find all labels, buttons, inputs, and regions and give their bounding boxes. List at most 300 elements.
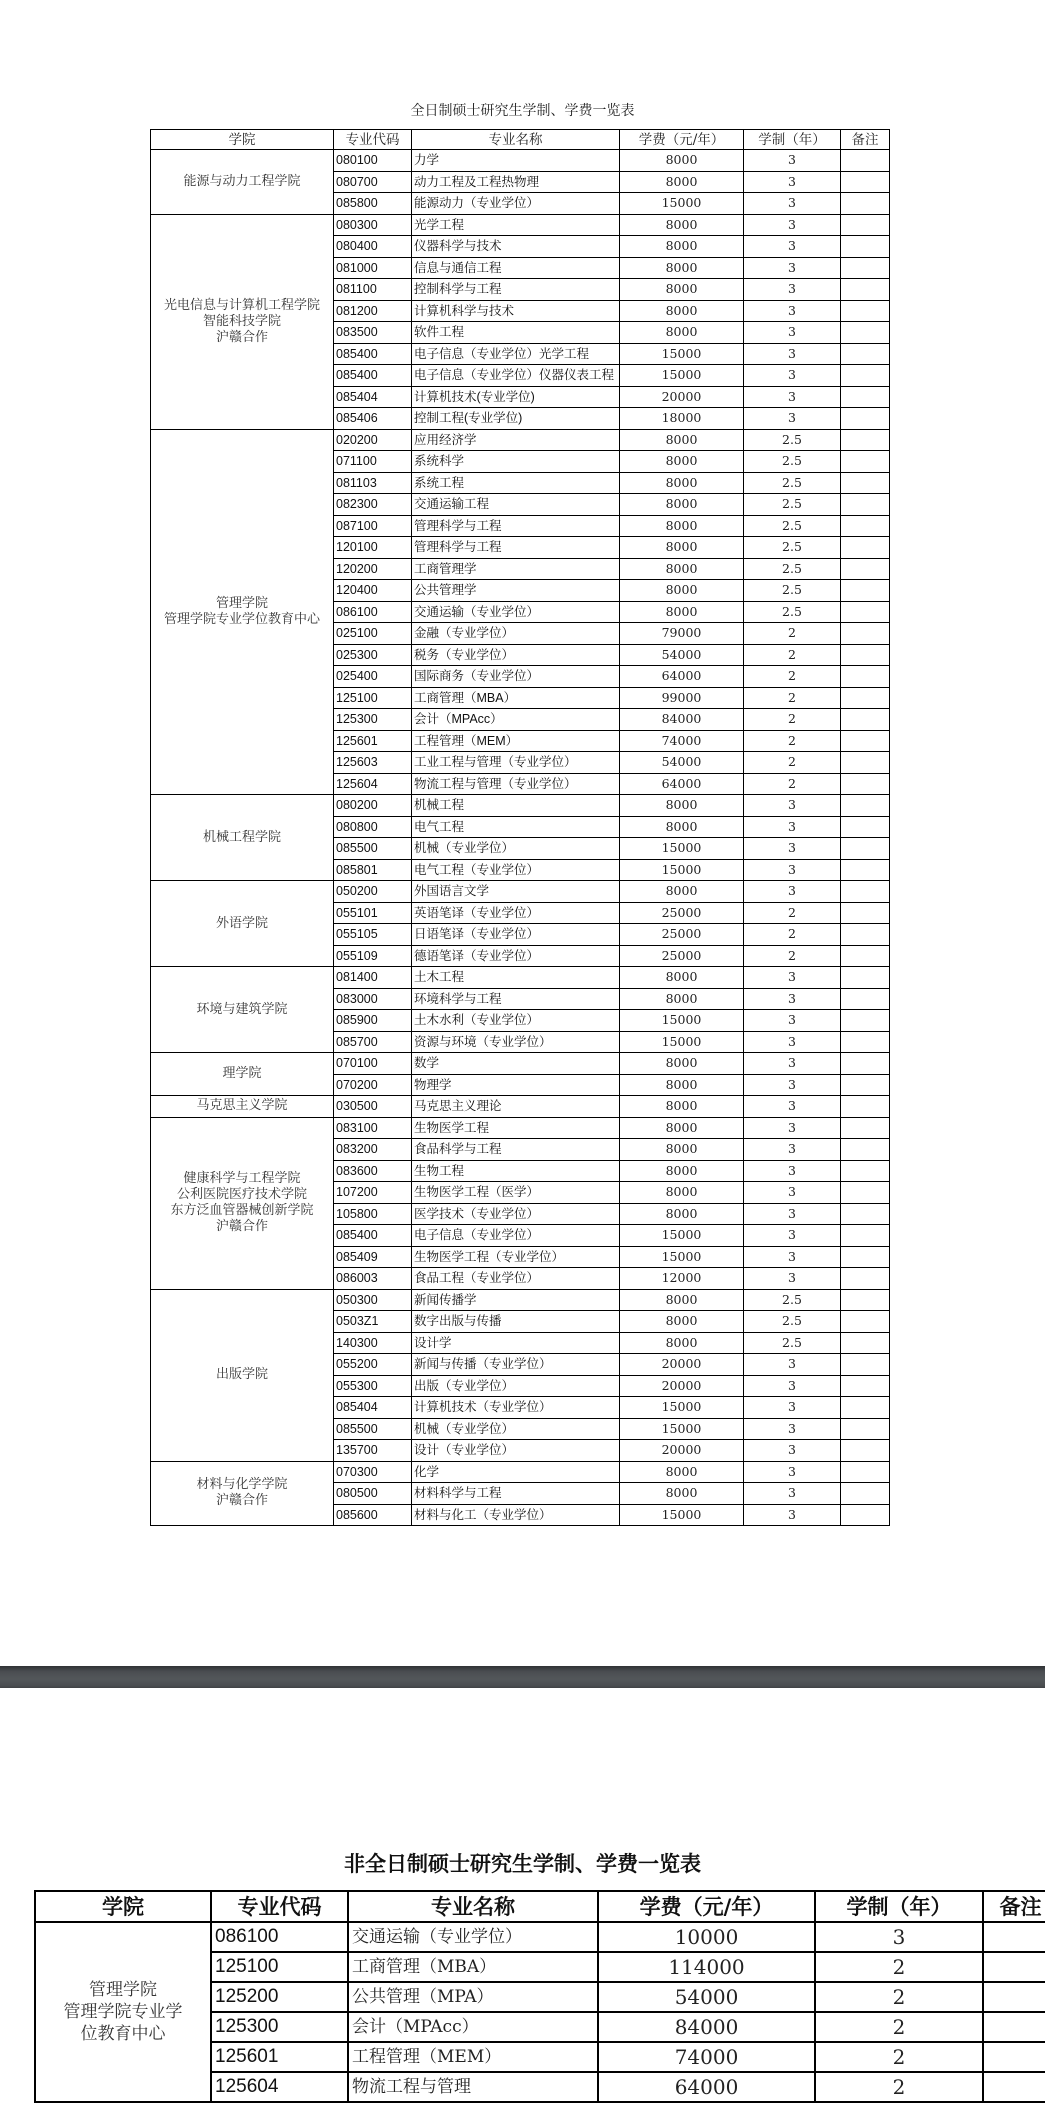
fulltime-fee-table (150, 129, 890, 1526)
college-name: 智能科技学院 (202, 313, 281, 329)
fee-cell: 74000 (598, 2042, 815, 2072)
duration-cell: 3 (744, 1354, 841, 1376)
fee-cell: 8000 (620, 494, 744, 516)
fee-cell: 10000 (598, 1922, 815, 1952)
college-name: 环境与建筑学院 (196, 1001, 288, 1017)
code-cell: 055200 (334, 1354, 412, 1376)
college-cell (151, 967, 334, 1053)
remark-cell (841, 988, 890, 1010)
remark-cell (841, 816, 890, 838)
duration-cell: 3 (744, 1397, 841, 1419)
college-name: 管理学院 (215, 595, 268, 611)
remark-cell (841, 257, 890, 279)
table-row (151, 795, 890, 817)
major-name-cell: 工商管理（MBA） (412, 687, 620, 709)
code-cell: 050200 (334, 881, 412, 903)
fee-cell: 99000 (620, 687, 744, 709)
major-name-cell: 环境科学与工程 (412, 988, 620, 1010)
major-name-cell: 计算机技术(专业学位) (412, 386, 620, 408)
major-name-cell: 机械（专业学位） (412, 838, 620, 860)
college-cell (151, 1096, 334, 1118)
duration-cell: 2 (815, 2012, 983, 2042)
college-name: 沪赣合作 (215, 1219, 268, 1234)
duration-cell: 2 (744, 752, 841, 774)
header-remark: 备注 (841, 130, 890, 150)
duration-cell: 2 (815, 2072, 983, 2102)
remark-cell (841, 494, 890, 516)
duration-cell: 3 (744, 881, 841, 903)
major-name-cell: 动力工程及工程热物理 (412, 171, 620, 193)
duration-cell: 2.5 (744, 537, 841, 559)
remark-cell (841, 1268, 890, 1290)
code-cell: 086100 (334, 601, 412, 623)
duration-cell: 2.5 (744, 451, 841, 473)
header-fee: 学费（元/年） (620, 130, 744, 150)
fee-cell: 64000 (620, 773, 744, 795)
fee-cell: 8000 (620, 171, 744, 193)
duration-cell: 3 (744, 1504, 841, 1526)
code-cell: 080100 (334, 150, 412, 172)
remark-cell (841, 666, 890, 688)
fee-cell: 114000 (598, 1952, 815, 1982)
major-name-cell: 光学工程 (412, 214, 620, 236)
fee-cell: 25000 (620, 945, 744, 967)
fee-cell: 20000 (620, 1375, 744, 1397)
major-name-cell: 生物医学工程 (412, 1117, 620, 1139)
fee-cell: 8000 (620, 988, 744, 1010)
major-name-cell: 英语笔译（专业学位） (412, 902, 620, 924)
college-cell (151, 150, 334, 215)
duration-cell: 3 (744, 1182, 841, 1204)
fee-cell: 15000 (620, 193, 744, 215)
remark-cell (841, 1182, 890, 1204)
duration-cell: 2.5 (744, 558, 841, 580)
fee-cell: 8000 (620, 601, 744, 623)
major-name-cell: 税务（专业学位） (412, 644, 620, 666)
table-row (151, 1117, 890, 1139)
fee-cell: 15000 (620, 1418, 744, 1440)
table-header-row (35, 1891, 1045, 1922)
duration-cell: 3 (744, 988, 841, 1010)
code-cell: 085800 (334, 193, 412, 215)
major-name-cell: 控制科学与工程 (412, 279, 620, 301)
college-cell (151, 1117, 334, 1289)
fee-cell: 15000 (620, 1397, 744, 1419)
table-row (151, 1053, 890, 1075)
duration-cell: 3 (744, 257, 841, 279)
code-cell: 081103 (334, 472, 412, 494)
duration-cell: 3 (744, 322, 841, 344)
major-name-cell: 公共管理学 (412, 580, 620, 602)
code-cell: 105800 (334, 1203, 412, 1225)
college-name: 沪赣合作 (215, 1493, 268, 1509)
duration-cell: 2.5 (744, 429, 841, 451)
duration-cell: 3 (744, 236, 841, 258)
code-cell: 120100 (334, 537, 412, 559)
major-name-cell: 生物医学工程（专业学位） (412, 1246, 620, 1268)
remark-cell (841, 1311, 890, 1333)
code-cell: 125603 (334, 752, 412, 774)
major-name-cell: 食品工程（专业学位） (412, 1268, 620, 1290)
college-name: 机械工程学院 (202, 829, 281, 845)
duration-cell: 2 (744, 644, 841, 666)
major-name-cell: 数字出版与传播 (412, 1311, 620, 1333)
fee-cell: 84000 (620, 709, 744, 731)
remark-cell (841, 322, 890, 344)
code-cell: 081200 (334, 300, 412, 322)
code-cell: 125300 (211, 2012, 348, 2042)
code-cell: 083000 (334, 988, 412, 1010)
code-cell: 070300 (334, 1461, 412, 1483)
fee-cell: 25000 (620, 924, 744, 946)
duration-cell: 2.5 (744, 515, 841, 537)
major-name-cell: 工程管理（MEM） (348, 2042, 598, 2072)
major-name-cell: 公共管理（MPA） (348, 1982, 598, 2012)
duration-cell: 2 (744, 666, 841, 688)
college-name: 公利医院医疗技术学院 (176, 1187, 307, 1202)
remark-cell (983, 2012, 1045, 2042)
duration-cell: 2.5 (744, 1289, 841, 1311)
major-name-cell: 土木水利（专业学位） (412, 1010, 620, 1032)
fee-cell: 8000 (620, 322, 744, 344)
code-cell: 082300 (334, 494, 412, 516)
major-name-cell: 电子信息（专业学位） (412, 1225, 620, 1247)
college-cell (151, 214, 334, 429)
duration-cell: 2 (744, 730, 841, 752)
table-row (151, 1096, 890, 1118)
fee-cell: 8000 (620, 451, 744, 473)
parttime-fee-table (34, 1890, 1045, 2103)
college-cell (151, 881, 334, 967)
code-cell: 083600 (334, 1160, 412, 1182)
fee-cell: 15000 (620, 1225, 744, 1247)
table-row (151, 1461, 890, 1483)
major-name-cell: 能源动力（专业学位） (412, 193, 620, 215)
duration-cell: 2 (744, 945, 841, 967)
table-row (151, 429, 890, 451)
duration-cell: 3 (744, 150, 841, 172)
fee-cell: 8000 (620, 1483, 744, 1505)
remark-cell (841, 1332, 890, 1354)
duration-cell: 3 (815, 1922, 983, 1952)
fee-cell: 8000 (620, 150, 744, 172)
duration-cell: 3 (744, 1010, 841, 1032)
fee-cell: 8000 (620, 1160, 744, 1182)
major-name-cell: 电子信息（专业学位）仪器仪表工程 (412, 365, 620, 387)
remark-cell (841, 838, 890, 860)
major-name-cell: 资源与环境（专业学位） (412, 1031, 620, 1053)
duration-cell: 2 (744, 709, 841, 731)
fee-cell: 8000 (620, 881, 744, 903)
remark-cell (841, 752, 890, 774)
fee-cell: 8000 (620, 1461, 744, 1483)
remark-cell (841, 214, 890, 236)
code-cell: 087100 (334, 515, 412, 537)
duration-cell: 3 (744, 193, 841, 215)
college-cell (151, 429, 334, 795)
remark-cell (841, 1246, 890, 1268)
major-name-cell: 电气工程 (412, 816, 620, 838)
header-fee: 学费（元/年） (598, 1891, 815, 1922)
major-name-cell: 化学 (412, 1461, 620, 1483)
fee-cell: 8000 (620, 1053, 744, 1075)
code-cell: 071100 (334, 451, 412, 473)
remark-cell (841, 558, 890, 580)
college-name: 管理学院专业学位教育中心 (163, 611, 320, 627)
code-cell: 020200 (334, 429, 412, 451)
college-name: 位教育中心 (80, 2024, 166, 2044)
major-name-cell: 电气工程（专业学位） (412, 859, 620, 881)
remark-cell (841, 580, 890, 602)
duration-cell: 3 (744, 1053, 841, 1075)
college-name: 光电信息与计算机工程学院 (163, 297, 320, 313)
fee-cell: 64000 (620, 666, 744, 688)
fee-cell: 84000 (598, 2012, 815, 2042)
major-name-cell: 交通运输工程 (412, 494, 620, 516)
duration-cell: 3 (744, 214, 841, 236)
remark-cell (841, 1031, 890, 1053)
code-cell: 125200 (211, 1982, 348, 2012)
fee-cell: 8000 (620, 967, 744, 989)
code-cell: 125601 (211, 2042, 348, 2072)
fee-cell: 8000 (620, 1203, 744, 1225)
major-name-cell: 系统科学 (412, 451, 620, 473)
fee-cell: 8000 (620, 472, 744, 494)
remark-cell (841, 472, 890, 494)
code-cell: 086003 (334, 1268, 412, 1290)
fee-cell: 64000 (598, 2072, 815, 2102)
major-name-cell: 会计（MPAcc） (412, 709, 620, 731)
duration-cell: 2 (815, 1952, 983, 1982)
duration-cell: 3 (744, 279, 841, 301)
remark-cell (841, 429, 890, 451)
major-name-cell: 德语笔译（专业学位） (412, 945, 620, 967)
remark-cell (841, 1139, 890, 1161)
major-name-cell: 管理科学与工程 (412, 515, 620, 537)
duration-cell: 3 (744, 1418, 841, 1440)
code-cell: 085404 (334, 386, 412, 408)
major-name-cell: 材料科学与工程 (412, 1483, 620, 1505)
duration-cell: 2.5 (744, 1311, 841, 1333)
fee-cell: 8000 (620, 1139, 744, 1161)
duration-cell: 2 (815, 1982, 983, 2012)
duration-cell: 3 (744, 300, 841, 322)
remark-cell (841, 1160, 890, 1182)
remark-cell (841, 236, 890, 258)
remark-cell (841, 1354, 890, 1376)
duration-cell: 3 (744, 1203, 841, 1225)
remark-cell (841, 1375, 890, 1397)
code-cell: 081400 (334, 967, 412, 989)
college-cell (151, 1289, 334, 1461)
major-name-cell: 数学 (412, 1053, 620, 1075)
page-divider (0, 1666, 1045, 1688)
college-name: 管理学院专业学 (63, 2002, 183, 2022)
remark-cell (841, 1225, 890, 1247)
college-cell (35, 1922, 211, 2102)
college-cell (151, 1461, 334, 1526)
remark-cell (841, 730, 890, 752)
fee-cell: 15000 (620, 365, 744, 387)
major-name-cell: 会计（MPAcc） (348, 2012, 598, 2042)
major-name-cell: 仪器科学与技术 (412, 236, 620, 258)
duration-cell: 3 (744, 408, 841, 430)
code-cell: 083500 (334, 322, 412, 344)
remark-cell (841, 687, 890, 709)
fee-cell: 8000 (620, 816, 744, 838)
college-name: 能源与动力工程学院 (183, 173, 301, 189)
code-cell: 080800 (334, 816, 412, 838)
code-cell: 085400 (334, 343, 412, 365)
major-name-cell: 外国语言文学 (412, 881, 620, 903)
fee-cell: 8000 (620, 1117, 744, 1139)
code-cell: 085700 (334, 1031, 412, 1053)
fee-cell: 8000 (620, 558, 744, 580)
code-cell: 120400 (334, 580, 412, 602)
table-header-row (151, 130, 890, 150)
fee-cell: 8000 (620, 537, 744, 559)
fee-cell: 20000 (620, 386, 744, 408)
major-name-cell: 软件工程 (412, 322, 620, 344)
fee-cell: 20000 (620, 1440, 744, 1462)
major-name-cell: 交通运输（专业学位） (348, 1922, 598, 1952)
remark-cell (841, 902, 890, 924)
college-cell (151, 1053, 334, 1096)
code-cell: 055101 (334, 902, 412, 924)
duration-cell: 3 (744, 838, 841, 860)
fee-cell: 54000 (620, 644, 744, 666)
duration-cell: 3 (744, 816, 841, 838)
major-name-cell: 日语笔译（专业学位） (412, 924, 620, 946)
duration-cell: 2 (744, 924, 841, 946)
code-cell: 081000 (334, 257, 412, 279)
code-cell: 085900 (334, 1010, 412, 1032)
college-name: 材料与化学学院 (196, 1477, 288, 1493)
remark-cell (841, 279, 890, 301)
header-code: 专业代码 (334, 130, 412, 150)
code-cell: 025300 (334, 644, 412, 666)
code-cell: 125604 (211, 2072, 348, 2102)
code-cell: 055109 (334, 945, 412, 967)
remark-cell (841, 537, 890, 559)
code-cell: 0503Z1 (334, 1311, 412, 1333)
fee-cell: 8000 (620, 1289, 744, 1311)
code-cell: 030500 (334, 1096, 412, 1118)
major-name-cell: 管理科学与工程 (412, 537, 620, 559)
remark-cell (841, 644, 890, 666)
major-name-cell: 工业工程与管理（专业学位） (412, 752, 620, 774)
fee-cell: 8000 (620, 1074, 744, 1096)
code-cell: 085404 (334, 1397, 412, 1419)
code-cell: 125300 (334, 709, 412, 731)
duration-cell: 3 (744, 1225, 841, 1247)
duration-cell: 3 (744, 1246, 841, 1268)
code-cell: 120200 (334, 558, 412, 580)
remark-cell (841, 365, 890, 387)
code-cell: 107200 (334, 1182, 412, 1204)
remark-cell (841, 150, 890, 172)
major-name-cell: 生物工程 (412, 1160, 620, 1182)
code-cell: 085406 (334, 408, 412, 430)
remark-cell (841, 601, 890, 623)
parttime-table-title: 非全日制硕士研究生学制、学费一览表 (344, 1852, 701, 1876)
college-name: 沪赣合作 (215, 329, 268, 345)
college-name: 东方泛血管器械创新学院 (170, 1203, 314, 1218)
major-name-cell: 新闻传播学 (412, 1289, 620, 1311)
major-name-cell: 工商管理学 (412, 558, 620, 580)
major-name-cell: 设计（专业学位） (412, 1440, 620, 1462)
code-cell: 086100 (211, 1922, 348, 1952)
fee-cell: 54000 (598, 1982, 815, 2012)
code-cell: 081100 (334, 279, 412, 301)
table-row (151, 967, 890, 989)
remark-cell (841, 795, 890, 817)
remark-cell (841, 193, 890, 215)
major-name-cell: 出版（专业学位） (412, 1375, 620, 1397)
duration-cell: 3 (744, 1375, 841, 1397)
duration-cell: 2 (744, 902, 841, 924)
fee-cell: 20000 (620, 1354, 744, 1376)
code-cell: 080300 (334, 214, 412, 236)
table-row (151, 881, 890, 903)
major-name-cell: 材料与化工（专业学位） (412, 1504, 620, 1526)
code-cell: 083200 (334, 1139, 412, 1161)
major-name-cell: 电子信息（专业学位）光学工程 (412, 343, 620, 365)
college-name: 管理学院 (89, 1980, 157, 2000)
duration-cell: 3 (744, 1074, 841, 1096)
code-cell: 135700 (334, 1440, 412, 1462)
fee-cell: 8000 (620, 257, 744, 279)
fee-cell: 12000 (620, 1268, 744, 1290)
major-name-cell: 设计学 (412, 1332, 620, 1354)
major-name-cell: 物流工程与管理 (348, 2072, 598, 2102)
major-name-cell: 工商管理（MBA） (348, 1952, 598, 1982)
code-cell: 085409 (334, 1246, 412, 1268)
fee-cell: 8000 (620, 1332, 744, 1354)
remark-cell (983, 2072, 1045, 2102)
major-name-cell: 土木工程 (412, 967, 620, 989)
fee-cell: 8000 (620, 279, 744, 301)
code-cell: 070200 (334, 1074, 412, 1096)
remark-cell (841, 859, 890, 881)
fee-cell: 8000 (620, 429, 744, 451)
college-name: 马克思主义学院 (196, 1098, 288, 1114)
remark-cell (841, 1461, 890, 1483)
remark-cell (841, 881, 890, 903)
header-code: 专业代码 (211, 1891, 348, 1922)
fee-cell: 8000 (620, 1311, 744, 1333)
college-cell (151, 795, 334, 881)
code-cell: 085500 (334, 1418, 412, 1440)
major-name-cell: 国际商务（专业学位） (412, 666, 620, 688)
duration-cell: 2.5 (744, 601, 841, 623)
remark-cell (983, 2042, 1045, 2072)
remark-cell (841, 515, 890, 537)
remark-cell (841, 1289, 890, 1311)
major-name-cell: 计算机科学与技术 (412, 300, 620, 322)
major-name-cell: 物理学 (412, 1074, 620, 1096)
header-duration: 学制（年） (744, 130, 841, 150)
major-name-cell: 生物医学工程（医学） (412, 1182, 620, 1204)
header-college: 学院 (35, 1891, 211, 1922)
table-row (151, 214, 890, 236)
code-cell: 080400 (334, 236, 412, 258)
remark-cell (841, 1483, 890, 1505)
remark-cell (841, 1397, 890, 1419)
code-cell: 085500 (334, 838, 412, 860)
duration-cell: 3 (744, 1483, 841, 1505)
remark-cell (983, 1922, 1045, 1952)
